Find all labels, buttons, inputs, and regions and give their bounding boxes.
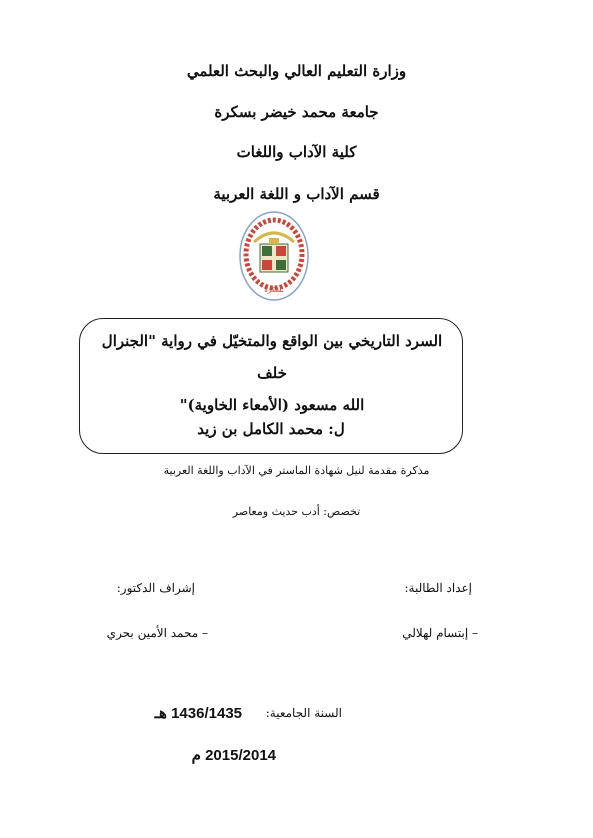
gregorian-year: 2015/2014 م (191, 747, 276, 764)
novel-author: ل: محمد الكامل بن زيد (197, 420, 345, 438)
university-seal-icon (238, 210, 310, 302)
thesis-title (90, 325, 454, 421)
department-name: قسم الآداب و اللغة العربية (213, 185, 380, 203)
supervisor-label: إشراف الدكتور: (116, 581, 195, 595)
hijri-year: 1436/1435 هـ (154, 705, 242, 722)
student-label: إعداد الطالبة: (404, 581, 472, 595)
thesis-title-line1: السرد التاريخي بين الواقع والمتخيّل في رواية "الجنرال خلف (101, 332, 443, 382)
specialty: تخصص: أدب حديث ومعاصر (232, 505, 361, 518)
academic-year-label: السنة الجامعية: (265, 706, 342, 720)
university-name: جامعة محمد خيضر بسكرة (214, 103, 379, 121)
seal-text: بسكرة (264, 286, 284, 294)
ministry-title: وزارة التعليم العالي والبحث العلمي (186, 62, 407, 80)
faculty-name: كلية الآداب واللغات (236, 143, 357, 161)
degree-note: مذكرة مقدمة لنيل شهادة الماستر في الآداب واللغة العربية (163, 464, 430, 477)
thesis-title-line2: الله مسعود (الأمعاء الخاوية)" (179, 396, 365, 414)
student-name: – إبتسام لهلالي (402, 626, 478, 640)
supervisor-name: – محمد الأمين بحري (106, 626, 208, 640)
